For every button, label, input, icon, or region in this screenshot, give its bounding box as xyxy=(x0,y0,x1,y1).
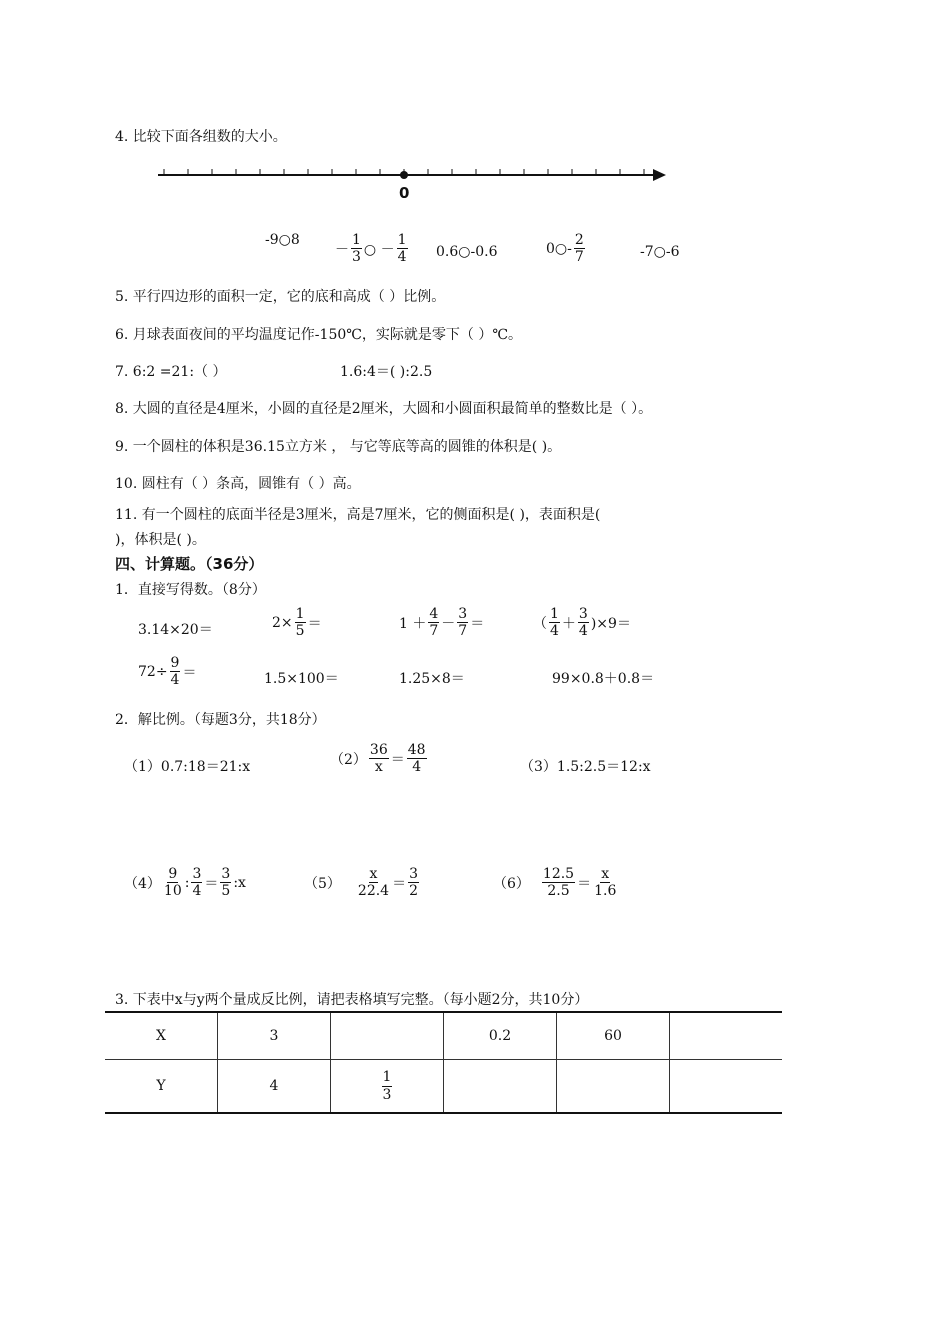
denominator: 4 xyxy=(578,623,588,640)
q4-compare-1 xyxy=(265,232,300,248)
denominator: 4 xyxy=(170,672,180,689)
q11-line2: )，体积是( )。 xyxy=(115,532,206,548)
e3-mid: － xyxy=(441,615,456,632)
numerator: 12.5 xyxy=(542,866,575,882)
number-line-zero-label: 0 xyxy=(399,184,410,202)
s1-e5 xyxy=(138,655,196,688)
fraction xyxy=(574,232,585,265)
numerator: 3 xyxy=(221,866,231,882)
xy-table xyxy=(105,1011,782,1114)
compare-2-minus: － xyxy=(335,241,349,258)
numerator: 1 xyxy=(295,606,305,622)
numerator: 3 xyxy=(409,866,419,882)
fraction xyxy=(357,866,390,899)
e2-post: ＝ xyxy=(307,615,322,632)
numerator: 3 xyxy=(192,866,202,882)
table-row-x xyxy=(105,1012,782,1060)
denominator: x xyxy=(374,759,383,776)
denominator: 7 xyxy=(458,623,468,640)
s1-e7: 1.25×8＝ xyxy=(399,671,465,687)
numerator: 1 xyxy=(397,232,407,248)
e4-mid: ＋ xyxy=(561,615,576,632)
e4-post: )×9＝ xyxy=(590,615,631,632)
table-row-y xyxy=(105,1060,782,1114)
fraction xyxy=(408,866,419,899)
p4-pre: （4） xyxy=(124,875,161,892)
q7a: 7. 6:2 =21:（ ） xyxy=(115,364,227,380)
s2-p6 xyxy=(493,866,619,899)
q4-title: 4. 比较下面各组数的大小。 xyxy=(115,129,287,145)
table-cell: Y xyxy=(105,1060,218,1114)
table-cell[interactable] xyxy=(444,1060,557,1114)
s1-e8: 99×0.8＋0.8＝ xyxy=(552,671,655,687)
fraction xyxy=(457,606,468,639)
numerator: 3 xyxy=(458,606,468,622)
table-cell: 60 xyxy=(557,1012,670,1060)
table-cell[interactable] xyxy=(557,1060,670,1114)
s2-p1: （1）0.7:18＝21:x xyxy=(124,759,251,775)
q6: 6. 月球表面夜间的平均温度记作-150℃，实际就是零下（ ）℃。 xyxy=(115,327,523,343)
s1-e6: 1.5×100＝ xyxy=(264,671,339,687)
fraction xyxy=(220,866,231,899)
p2-mid: ＝ xyxy=(390,751,405,768)
e4-pre: （ xyxy=(533,615,547,632)
e5-post: ＝ xyxy=(182,664,197,681)
number-line-zero-dot xyxy=(400,171,408,179)
numerator: 4 xyxy=(429,606,439,622)
numerator: 2 xyxy=(574,232,584,248)
p4-post: :x xyxy=(233,874,246,891)
s1-title: 1．直接写得数。（8分） xyxy=(115,582,266,598)
denominator: 22.4 xyxy=(357,883,390,900)
fraction xyxy=(382,1069,393,1102)
q4-compare-3: 0.6○-0.6 xyxy=(436,244,498,260)
q7b: 1.6:4＝( ):2.5 xyxy=(340,364,433,380)
denominator: 7 xyxy=(429,623,439,640)
denominator: 2.5 xyxy=(547,883,570,900)
numerator: 3 xyxy=(578,606,588,622)
denominator: 4 xyxy=(192,883,202,900)
number-line xyxy=(150,160,680,190)
q4-compare-2 xyxy=(335,232,410,265)
denominator: 10 xyxy=(163,883,182,900)
s1-e2 xyxy=(272,606,322,639)
numerator: x xyxy=(369,866,378,882)
fraction xyxy=(163,866,183,899)
s2-p3: （3）1.5:2.5＝12:x xyxy=(520,759,651,775)
table-cell[interactable] xyxy=(670,1012,783,1060)
q5: 5. 平行四边形的面积一定，它的底和高成（ ）比例。 xyxy=(115,289,446,305)
s2-title: 2．解比例。（每题3分，共18分） xyxy=(115,712,326,728)
p6-pre: （6） xyxy=(493,875,530,892)
s2-p2 xyxy=(330,742,429,775)
fraction xyxy=(397,232,408,265)
s1-e4 xyxy=(533,606,631,639)
s3-title: 3. 下表中x与y两个量成反比例，请把表格填写完整。（每小题2分，共10分） xyxy=(115,992,589,1008)
p4-colon: : xyxy=(184,874,190,891)
denominator: 2 xyxy=(409,883,419,900)
fraction xyxy=(351,232,362,265)
table-cell: 0.2 xyxy=(444,1012,557,1060)
numerator: 48 xyxy=(407,742,426,758)
denominator: 3 xyxy=(382,1086,392,1103)
table-cell[interactable] xyxy=(331,1012,444,1060)
e5-pre: 72÷ xyxy=(138,663,168,680)
denominator: 7 xyxy=(574,249,584,266)
fraction xyxy=(407,742,427,775)
fraction xyxy=(170,655,181,688)
table-cell: 3 xyxy=(218,1012,331,1060)
table-cell xyxy=(331,1060,444,1114)
numerator: 9 xyxy=(170,655,180,671)
q8: 8. 大圆的直径是4厘米，小圆的直径是2厘米，大圆和小圆面积最简单的整数比是（ ）。 xyxy=(115,401,653,417)
numerator: 36 xyxy=(369,742,388,758)
compare-1-text: -9○8 xyxy=(265,232,300,248)
denominator: 4 xyxy=(412,759,422,776)
q11-line1: 11. 有一个圆柱的底面半径是3厘米，高是7厘米，它的侧面积是( )，表面积是( xyxy=(115,507,601,523)
p2-pre: （2） xyxy=(330,751,367,768)
table-cell[interactable] xyxy=(670,1060,783,1114)
numerator: 1 xyxy=(352,232,361,248)
p5-mid: ＝ xyxy=(392,875,407,892)
table-cell: X xyxy=(105,1012,218,1060)
fraction xyxy=(191,866,202,899)
fraction xyxy=(295,606,306,639)
compare-2-mid: ○ － xyxy=(363,241,395,258)
denominator: 1.6 xyxy=(594,883,617,900)
q4-compare-4 xyxy=(546,232,587,265)
q4-compare-5: -7○-6 xyxy=(640,244,680,260)
fraction xyxy=(428,606,439,639)
denominator: 4 xyxy=(550,623,559,640)
s2-p5 xyxy=(304,866,421,899)
denominator: 4 xyxy=(397,249,407,266)
denominator: 5 xyxy=(221,883,231,900)
fraction xyxy=(549,606,560,639)
denominator: 3 xyxy=(352,249,361,266)
s2-p4 xyxy=(124,866,246,899)
s1-e1: 3.14×20＝ xyxy=(138,622,213,638)
fraction xyxy=(369,742,389,775)
s1-e3 xyxy=(399,606,484,639)
e3-pre: 1 ＋ xyxy=(399,615,427,632)
section-4-title: 四、计算题。（36分） xyxy=(115,555,264,573)
compare-4-text: 0○- xyxy=(546,240,572,257)
p4-eq: ＝ xyxy=(204,875,219,892)
p5-pre: （5） xyxy=(304,875,341,892)
numerator: x xyxy=(601,866,610,882)
fraction xyxy=(593,866,617,899)
numerator: 1 xyxy=(550,606,559,622)
denominator: 5 xyxy=(295,623,305,640)
number-line-arrow-icon xyxy=(653,169,666,181)
numerator: 1 xyxy=(382,1069,392,1086)
q10: 10. 圆柱有（ ）条高，圆锥有（ ）高。 xyxy=(115,476,361,492)
fraction xyxy=(578,606,589,639)
table-cell: 4 xyxy=(218,1060,331,1114)
fraction xyxy=(542,866,575,899)
q9: 9. 一个圆柱的体积是36.15立方米 ， 与它等底等高的圆锥的体积是( )。 xyxy=(115,439,562,455)
e3-post: ＝ xyxy=(470,615,485,632)
e2-pre: 2× xyxy=(272,614,293,631)
p6-mid: ＝ xyxy=(577,875,592,892)
numerator: 9 xyxy=(168,866,178,882)
